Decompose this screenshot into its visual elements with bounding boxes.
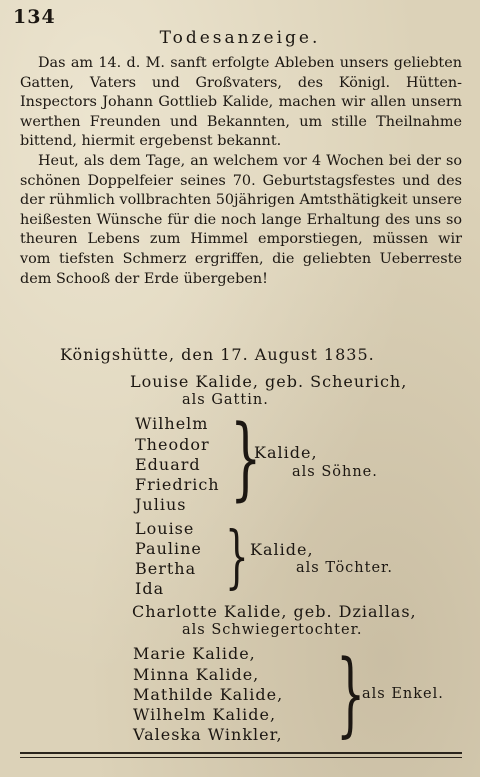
dateline: Königshütte, den 17. August 1835. xyxy=(60,345,375,364)
son-name: Eduard xyxy=(135,455,201,474)
sons-role: als Söhne. xyxy=(292,464,378,480)
grandchild-name: Wilhelm Kalide, xyxy=(133,705,277,724)
son-name: Theodor xyxy=(135,435,210,454)
sons-surname: Kalide, xyxy=(254,443,318,462)
daughter-name: Ida xyxy=(135,579,165,598)
daughter-in-law-name: Charlotte Kalide, geb. Dziallas, xyxy=(132,602,417,621)
paragraph-funeral: Heut, als dem Tage, an welchem vor 4 Wochen bei der so schönen Doppelfeier seines 70. Geburtstagsfestes und des der rühmlich vollbrachten 50jährigen Amtsthätigkeit unsere heißesten Wünsche für die noch lange Erhaltung des uns so theuren Lebens zum Himmel emporstiegen, müssen wir vom tiefsten Schmerz ergriffen, die geliebten Ueberreste dem Schooß der Erde übergeben! xyxy=(20,152,462,287)
grandchildren-brace: } xyxy=(336,640,366,747)
widow-role: als Gattin. xyxy=(182,392,269,408)
grandchildren-role: als Enkel. xyxy=(362,686,444,702)
sons-brace: } xyxy=(230,406,262,511)
grandchild-name: Valeska Winkler, xyxy=(133,725,283,744)
bottom-rule xyxy=(20,752,462,754)
daughter-name: Bertha xyxy=(135,559,197,578)
bottom-rule xyxy=(20,757,462,758)
daughter-name: Louise xyxy=(135,519,195,538)
page-number: 134 xyxy=(13,6,56,28)
daughter-name: Pauline xyxy=(135,539,202,558)
grandchild-name: Mathilde Kalide, xyxy=(133,685,284,704)
son-name: Friedrich xyxy=(135,475,220,494)
daughters-brace: } xyxy=(225,518,249,597)
daughters-role: als Töchter. xyxy=(296,560,393,576)
daughters-surname: Kalide, xyxy=(250,540,314,559)
grandchild-name: Minna Kalide, xyxy=(133,665,260,684)
notice-body xyxy=(20,54,462,289)
grandchild-name: Marie Kalide, xyxy=(133,644,256,663)
paragraph-announcement: Das am 14. d. M. sanft erfolgte Ableben unsers geliebten Gatten, Vaters und Großvaters, des Königl. Hütten-Inspectors Johann Gottlieb Kalide, machen wir allen unsern werthen Freunden und Bekannten, um stille Theilnahme bittend, hiermit ergebenst bekannt. xyxy=(20,55,462,150)
son-name: Julius xyxy=(135,495,187,514)
son-name: Wilhelm xyxy=(135,414,209,433)
daughter-in-law-role: als Schwiegertochter. xyxy=(182,622,363,638)
widow-name: Louise Kalide, geb. Scheurich, xyxy=(130,372,408,391)
notice-title: Todesanzeige. xyxy=(159,28,321,48)
